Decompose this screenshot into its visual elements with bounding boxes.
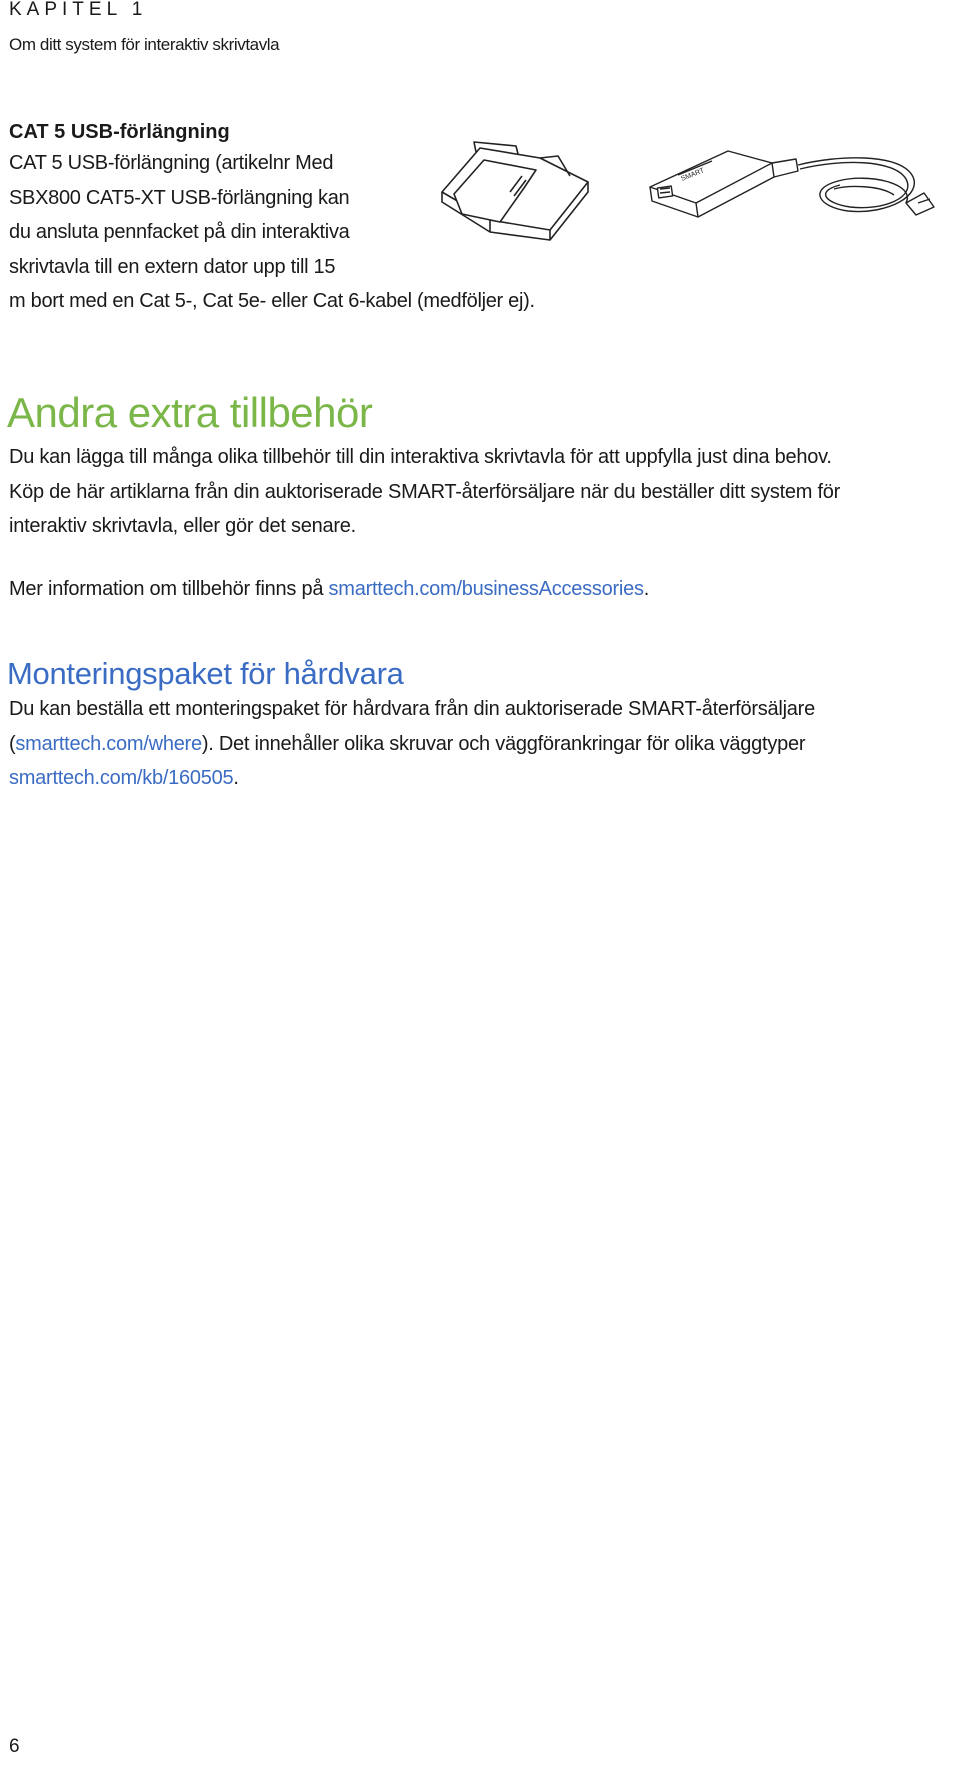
chapter-label: KAPITEL 1 (9, 0, 148, 20)
page-number: 6 (9, 1736, 20, 1757)
info-text: Mer information om tillbehör finns på (9, 578, 329, 600)
kb-link[interactable]: smarttech.com/kb/160505 (9, 767, 234, 789)
accessories-paragraph (9, 440, 959, 544)
cat5-line: skrivtavla till en extern dator upp till 15 (9, 255, 336, 278)
accessories-info (9, 572, 959, 607)
where-link[interactable]: smarttech.com/where (15, 732, 202, 755)
pen-tray-illustration (440, 140, 600, 250)
mounting-line: Du kan beställa ett monteringspaket för hårdvara från din auktoriserade SMART-återförsäljare (9, 698, 815, 720)
accessories-heading: Andra extra tillbehör (7, 389, 373, 436)
accessories-line: interaktiv skrivtavla, eller gör det senare. (9, 515, 356, 537)
accessories-line: Köp de här artiklarna från din auktoriserade SMART-återförsäljare när du beställer ditt system för (9, 480, 841, 503)
info-suffix: . (643, 578, 650, 600)
extender-logo: SMART (680, 167, 706, 183)
mounting-line-3-suffix: . (233, 767, 239, 789)
mounting-line-2-text: ). Det innehåller olika skruvar och väggförankringar för olika väggtyper (201, 732, 806, 755)
accessories-line: Du kan lägga till många olika tillbehör till din interaktiva skrivtavla för att uppfylla just dina behov. (9, 446, 832, 468)
usb-extender-illustration (648, 145, 938, 245)
chapter-subtitle: Om ditt system för interaktiv skrivtavla (9, 35, 280, 54)
cat5-line: SBX800 CAT5-XT USB-förlängning kan (9, 186, 350, 209)
business-accessories-link[interactable]: smarttech.com/businessAccessories (328, 578, 644, 600)
cat5-title: CAT 5 USB-förlängning (9, 121, 230, 143)
cat5-line: CAT 5 USB-förlängning (artikelnr Med (9, 152, 334, 174)
cat5-line: m bort med en Cat 5-, Cat 5e- eller Cat 6-kabel (medföljer ej). (9, 290, 535, 312)
paren-open: ( (9, 732, 16, 755)
cat5-line: du ansluta pennfacket på din interaktiva (9, 221, 350, 243)
mounting-heading: Monteringspaket för hårdvara (7, 656, 404, 691)
mounting-paragraph (9, 692, 959, 796)
